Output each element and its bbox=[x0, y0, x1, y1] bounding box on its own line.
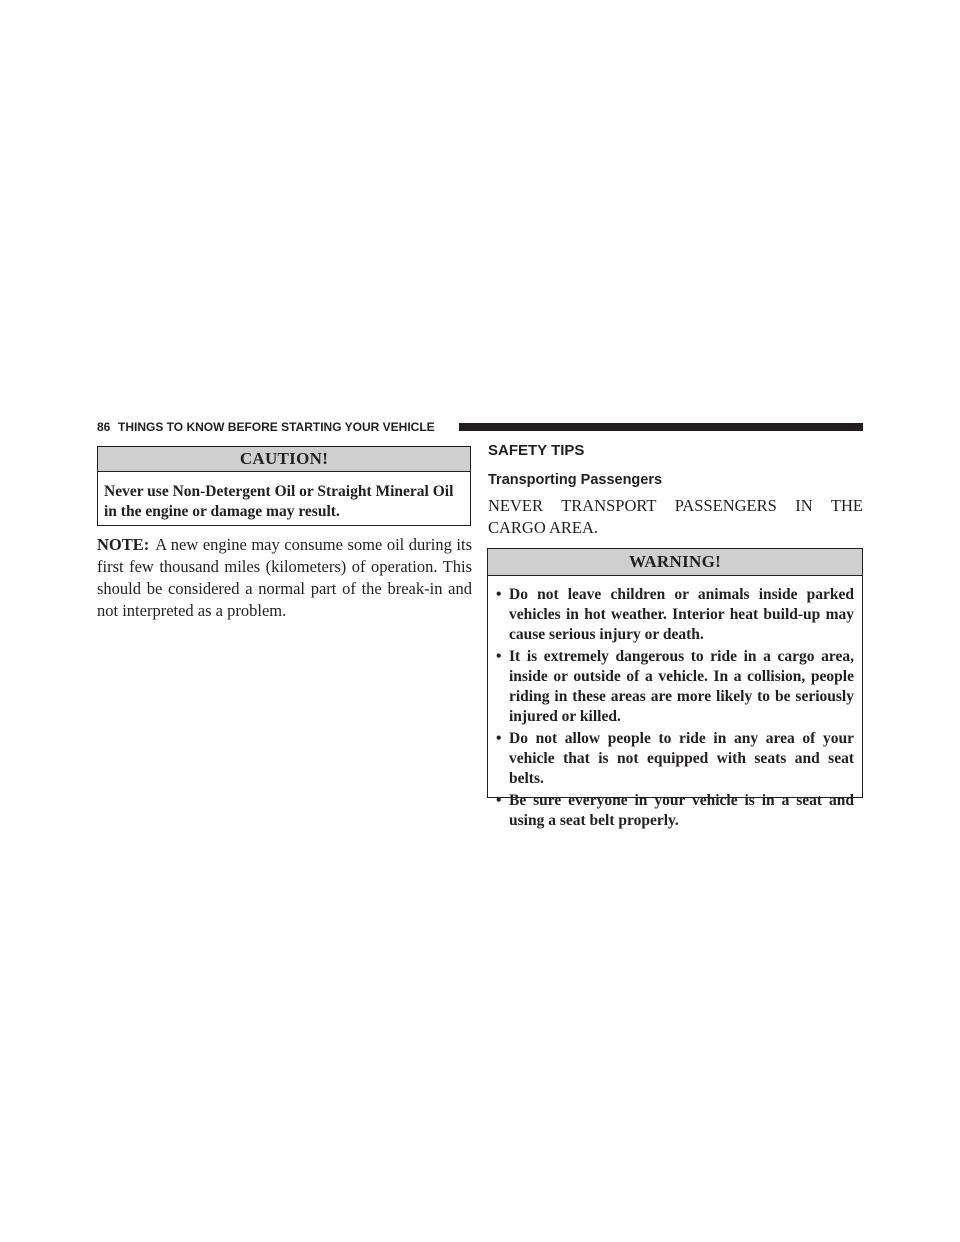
warning-item bbox=[496, 585, 854, 645]
warning-list bbox=[496, 585, 854, 833]
page-number: 86 bbox=[97, 420, 111, 434]
warning-item bbox=[496, 647, 854, 727]
header-rule bbox=[459, 423, 863, 431]
section-title: THINGS TO KNOW BEFORE STARTING YOUR VEHICLE bbox=[118, 420, 435, 434]
page-header bbox=[97, 419, 863, 435]
caution-title: CAUTION! bbox=[98, 447, 470, 472]
warning-item-text: It is extremely dangerous to ride in a cargo area, inside or outside of a vehicle. In a collision, people riding in these areas are more likely to be seriously injured or killed. bbox=[509, 648, 854, 725]
note-paragraph bbox=[97, 534, 472, 622]
warning-title: WARNING! bbox=[488, 549, 862, 576]
bullet-icon: • bbox=[496, 730, 502, 747]
warning-item-text: Be sure everyone in your vehicle is in a seat and using a seat belt properly. bbox=[509, 792, 854, 829]
bullet-icon: • bbox=[496, 792, 502, 809]
warning-item-text: Do not leave children or animals inside parked vehicles in hot weather. Interior heat build-up may cause serious injury or death. bbox=[509, 586, 854, 643]
safety-tips-heading: SAFETY TIPS bbox=[488, 442, 585, 459]
bullet-icon: • bbox=[496, 586, 502, 603]
transporting-passengers-subheading: Transporting Passengers bbox=[488, 472, 663, 488]
note-label: NOTE: bbox=[97, 535, 150, 554]
warning-item-text: Do not allow people to ride in any area of your vehicle that is not equipped with seats and seat belts. bbox=[509, 730, 854, 787]
warning-item bbox=[496, 791, 854, 831]
warning-box bbox=[487, 548, 863, 829]
note-text: A new engine may consume some oil during its first few thousand miles (kilometers) of operation. This should be considered a normal part of the break-in and not interpreted as a problem. bbox=[97, 535, 472, 620]
bullet-icon: • bbox=[496, 648, 502, 665]
cargo-area-paragraph: NEVER TRANSPORT PASSENGERS IN THE CARGO AREA. bbox=[488, 496, 863, 537]
caution-box bbox=[97, 446, 471, 526]
caution-text: Never use Non-Detergent Oil or Straight Mineral Oil in the engine or damage may result. bbox=[104, 483, 454, 520]
warning-item bbox=[496, 729, 854, 789]
